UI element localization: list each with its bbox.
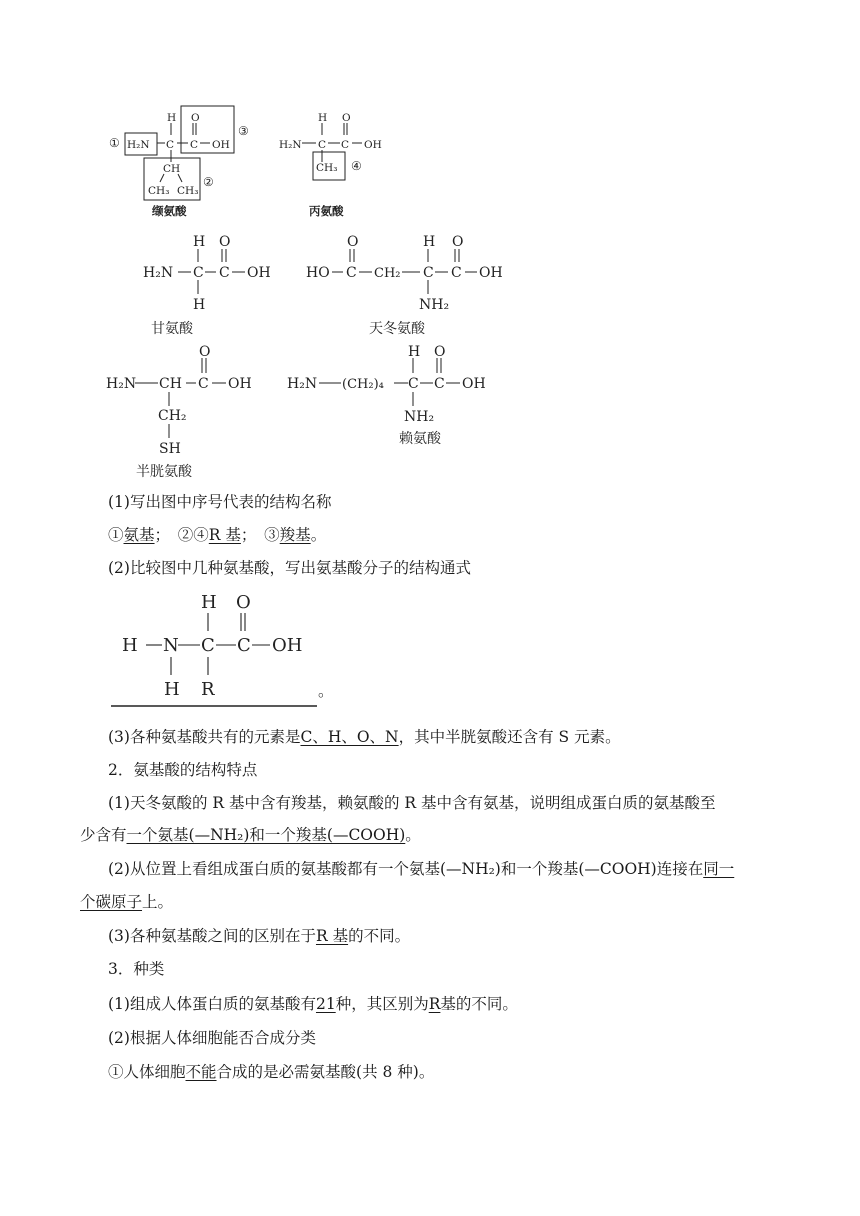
answer-amino-carboxyl: 一个氨基(—NH₂)和一个羧基(—COOH) — [126, 826, 406, 844]
answer-same-part2: 个碳原子 — [80, 893, 143, 911]
section-2-point-1-line-1: (1)天冬氨酸的 R 基中含有羧基，赖氨酸的 R 基中含有氨基，说明组成蛋白质的氨基酸至 — [108, 794, 716, 812]
lysine-h2n: H₂N — [287, 376, 318, 392]
aspartate-o1: O — [347, 234, 359, 250]
s3-point-1-mid: 种，其区别为 — [335, 995, 429, 1013]
cysteine-ch: CH — [159, 376, 182, 392]
aspartate-name: 天冬氨酸 — [369, 321, 425, 337]
aspartate-c1: C — [346, 265, 357, 281]
cysteine-sh: SH — [159, 441, 181, 457]
aspartate-oh: OH — [479, 265, 503, 281]
section-2-point-2-line-1 — [108, 858, 734, 880]
formula-h-left: H — [122, 635, 138, 656]
section-3-point-1 — [108, 993, 518, 1015]
alanine-oh: OH — [364, 139, 382, 151]
alanine-o: O — [342, 112, 351, 124]
point-2-prefix: (2)从位置上看组成蛋白质的氨基酸都有一个氨基(—NH₂)和一个羧基(—COOH)连接在 — [108, 860, 704, 878]
point-2-end: 上。 — [142, 893, 174, 911]
section-2-point-2-line-2 — [80, 891, 173, 913]
alanine-h: H — [318, 112, 328, 124]
s3-point-1-end: 基的不同。 — [440, 995, 518, 1013]
point-1-prefix: 少含有 — [80, 826, 127, 844]
glycine-oh: OH — [247, 265, 271, 281]
question-1: (1)写出图中序号代表的结构名称 — [108, 493, 332, 511]
valine-label-2: ② — [203, 175, 214, 189]
alanine-ch3: CH₃ — [316, 162, 338, 174]
formula-c-alpha: C — [201, 635, 215, 656]
valine-ch3-left: CH₃ — [148, 185, 170, 197]
section-2-heading: 2．氨基酸的结构特点 — [108, 761, 258, 779]
question-2: (2)比较图中几种氨基酸，写出氨基酸分子的结构通式 — [108, 559, 471, 577]
valine-c: C — [166, 139, 175, 151]
answer-1-end: 。 — [310, 526, 327, 544]
cysteine-c: C — [198, 376, 209, 392]
general-formula — [110, 585, 350, 710]
s3-point-1-prefix: (1)组成人体蛋白质的氨基酸有 — [108, 995, 316, 1013]
glycine-h2n: H₂N — [143, 265, 174, 281]
lysine-c: C — [408, 376, 419, 392]
aspartate-c2: C — [423, 265, 434, 281]
formula-n: N — [163, 635, 179, 656]
glycine-c: C — [193, 265, 204, 281]
glycine-name: 甘氨酸 — [151, 321, 193, 337]
answer-1 — [108, 524, 326, 546]
cysteine-o: O — [199, 344, 211, 360]
formula-h-top: H — [201, 592, 217, 613]
glycine-h-top: H — [193, 234, 206, 250]
formula-oh: OH — [272, 635, 303, 656]
alanine-h2n: H₂N — [279, 139, 302, 151]
formula-c-carboxyl: C — [237, 635, 251, 656]
question-3-prefix: (3)各种氨基酸共有的元素是 — [108, 728, 301, 746]
glycine-carboxyl-c: C — [219, 265, 230, 281]
aspartate-ho: HO — [306, 265, 330, 281]
aspartate-c3: C — [451, 265, 462, 281]
formula-period: 。 — [318, 682, 334, 700]
section-3-point-3 — [108, 1061, 434, 1083]
amino-acid-structures-figure — [0, 0, 860, 490]
lysine-name: 赖氨酸 — [399, 431, 441, 447]
aspartate-o2: O — [452, 234, 464, 250]
lysine-nh2: NH₂ — [404, 409, 435, 425]
answer-1-prefix: ① — [108, 526, 124, 544]
aspartate-ch2: CH₂ — [374, 266, 401, 281]
section-3-heading: 3．种类 — [108, 960, 165, 978]
s3-point-3-prefix: ①人体细胞 — [108, 1063, 186, 1081]
point-3-prefix: (3)各种氨基酸之间的区别在于 — [108, 927, 316, 945]
valine-h2n: H₂N — [127, 139, 150, 151]
glycine-h-bot: H — [193, 297, 206, 313]
glycine-o: O — [219, 234, 231, 250]
answer-r: R — [428, 995, 441, 1013]
alanine-label-4: ④ — [351, 159, 362, 173]
aspartate-nh2: NH₂ — [419, 297, 450, 313]
valine-o: O — [191, 112, 200, 124]
valine-ch: CH — [163, 163, 181, 175]
answer-r-group-2: R 基 — [315, 927, 349, 945]
question-3 — [108, 726, 621, 748]
formula-r: R — [201, 679, 215, 700]
section-2-point-3 — [108, 925, 410, 947]
point-3-end: 的不同。 — [348, 927, 411, 945]
valine-name: 缬氨酸 — [152, 204, 187, 218]
formula-h-bottom: H — [164, 679, 180, 700]
valine-label-1: ① — [109, 136, 120, 150]
point-1-end: 。 — [405, 826, 421, 844]
lysine-ch2n: (CH₂)₄ — [342, 377, 384, 392]
answer-carboxyl: 羧基 — [279, 526, 311, 544]
alanine-c: C — [318, 139, 327, 151]
valine-label-3: ③ — [238, 124, 249, 138]
lysine-oh: OH — [462, 376, 486, 392]
section-2-point-1-line-2 — [80, 824, 421, 846]
cysteine-name: 半胱氨酸 — [136, 464, 192, 480]
section-3-point-2: (2)根据人体细胞能否合成分类 — [108, 1029, 316, 1047]
question-3-suffix: ，其中半胱氨酸还含有 S 元素。 — [398, 728, 621, 746]
s3-point-3-end: 合成的是必需氨基酸(共 8 种)。 — [216, 1063, 435, 1081]
valine-h: H — [167, 112, 177, 124]
answer-count-21: 21 — [315, 995, 336, 1013]
alanine-name: 丙氨酸 — [309, 204, 344, 218]
lysine-carboxyl-c: C — [434, 376, 445, 392]
cysteine-oh: OH — [228, 376, 252, 392]
answer-1-sep2: ； ③ — [240, 526, 280, 544]
lysine-o: O — [434, 344, 446, 360]
alanine-carboxyl-c: C — [341, 139, 350, 151]
formula-o-top: O — [236, 592, 251, 613]
cysteine-h2n: H₂N — [106, 376, 137, 392]
valine-carboxyl-c: C — [190, 139, 199, 151]
valine-oh: OH — [212, 139, 230, 151]
answer-elements: C、H、O、N — [300, 728, 399, 746]
answer-same-part1: 同一 — [703, 860, 735, 878]
aspartate-h: H — [423, 234, 436, 250]
answer-cannot: 不能 — [185, 1063, 217, 1081]
answer-amino: 氨基 — [123, 526, 155, 544]
answer-1-sep1: ； ②④ — [154, 526, 209, 544]
cysteine-ch2: CH₂ — [158, 408, 187, 424]
answer-r-group: R 基 — [208, 526, 241, 544]
valine-ch3-right: CH₃ — [177, 185, 199, 197]
lysine-h: H — [408, 344, 421, 360]
